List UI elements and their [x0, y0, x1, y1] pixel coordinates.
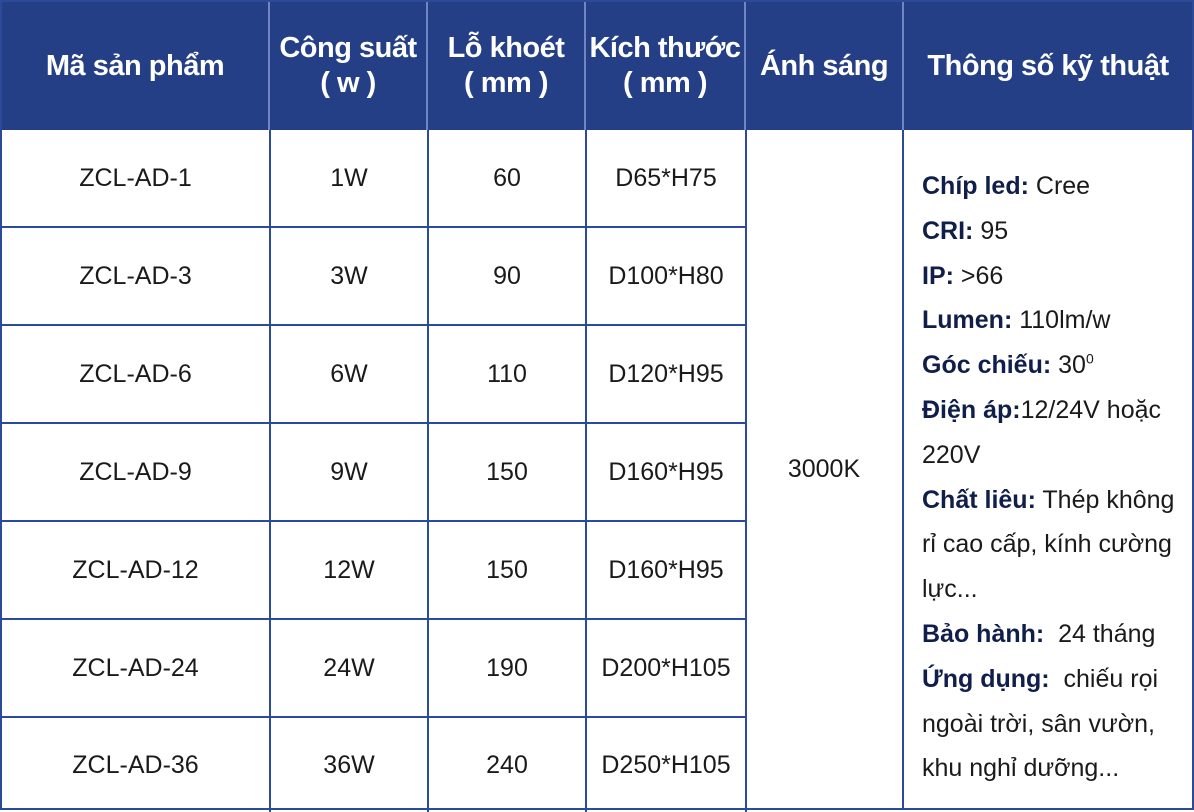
product-code-cell: ZCL-AD-1 — [2, 130, 270, 227]
product-code-cell: ZCL-AD-24 — [2, 619, 270, 717]
spec-usage-cont2: khu nghỉ dưỡng... — [922, 754, 1120, 783]
spec-voltage: Điện áp:12/24V hoặc — [922, 395, 1162, 424]
product-code-cell: ZCL-AD-9 — [2, 423, 270, 521]
power-cell: 9W — [270, 423, 428, 521]
spec-material: Chất liêu: Thép không — [922, 485, 1175, 514]
size-cell: D160*H95 — [586, 423, 746, 521]
cutout-cell: 90 — [428, 227, 586, 325]
spec-voltage-cont: 220V — [922, 440, 981, 469]
cutout-cell: 60 — [428, 130, 586, 227]
product-code-cell: ZCL-AD-36 — [2, 717, 270, 812]
header-power: Công suất ( w ) — [270, 2, 428, 130]
product-grid — [2, 130, 747, 812]
size-cell: D100*H80 — [586, 227, 746, 325]
table-row — [2, 423, 746, 521]
spec-warranty: Bảo hành: 24 tháng — [922, 619, 1156, 648]
spec-lumen: Lumen: 110lm/w — [922, 306, 1111, 335]
cutout-cell: 110 — [428, 325, 586, 423]
power-cell: 6W — [270, 325, 428, 423]
cutout-cell: 240 — [428, 717, 586, 812]
table-row — [2, 619, 746, 717]
power-cell: 3W — [270, 227, 428, 325]
spec-angle: Góc chiếu: $30^0$ — [922, 350, 1094, 380]
table-header — [2, 2, 1192, 130]
table-row — [2, 227, 746, 325]
product-rows — [2, 130, 746, 812]
cutout-cell: 150 — [428, 423, 586, 521]
power-cell: 1W — [270, 130, 428, 227]
size-cell: D250*H105 — [586, 717, 746, 812]
spec-ip: IP: >66 — [922, 261, 1004, 290]
header-light: Ánh sáng — [746, 2, 904, 130]
size-cell: D120*H95 — [586, 325, 746, 423]
size-cell: D65*H75 — [586, 130, 746, 227]
specs-cell — [904, 130, 1192, 808]
table-row — [2, 521, 746, 619]
spec-chip: Chíp led: Cree — [922, 172, 1091, 200]
size-cell: D200*H105 — [586, 619, 746, 717]
table-row — [2, 130, 746, 227]
spec-cri: CRI: 95 — [922, 216, 1009, 245]
header-size: Kích thước ( mm ) — [586, 2, 746, 130]
light-cell: 3000K — [746, 130, 904, 808]
header-specs: Thông số kỹ thuật — [927, 49, 1169, 82]
table-row — [2, 717, 746, 812]
spec-material-cont2: lực... — [922, 575, 978, 604]
header-product-code: Mã sản phẩm — [2, 2, 270, 130]
spec-usage-cont: ngoài trời, sân vườn, — [922, 709, 1155, 738]
power-cell: 36W — [270, 717, 428, 812]
product-code-cell: ZCL-AD-3 — [2, 227, 270, 325]
cutout-cell: 150 — [428, 521, 586, 619]
spec-usage: Ứng dụng: chiếu rọi — [922, 664, 1159, 693]
header-cutout: Lỗ khoét ( mm ) — [428, 2, 586, 130]
size-cell: D160*H95 — [586, 521, 746, 619]
power-cell: 12W — [270, 521, 428, 619]
cutout-cell: 190 — [428, 619, 586, 717]
power-cell: 24W — [270, 619, 428, 717]
spec-material-cont: rỉ cao cấp, kính cường — [922, 530, 1172, 559]
table-body — [2, 130, 1192, 808]
table-row — [2, 325, 746, 423]
product-code-cell: ZCL-AD-12 — [2, 521, 270, 619]
product-code-cell: ZCL-AD-6 — [2, 325, 270, 423]
